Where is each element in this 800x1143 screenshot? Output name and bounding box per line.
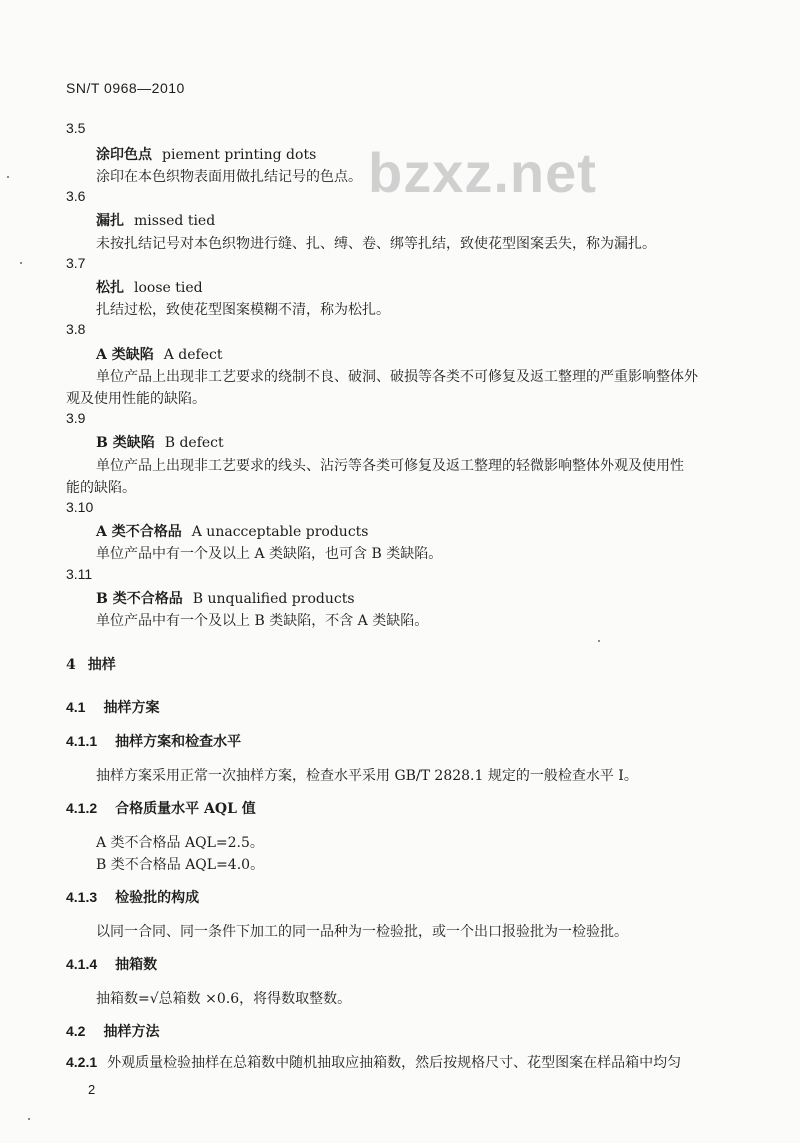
- section-number: 4.1.4: [66, 956, 98, 972]
- term-3-5: [96, 144, 316, 164]
- term-cn: 漏扎: [96, 213, 124, 229]
- definition-3-5: 涂印在本色织物表面用做扎结记号的色点。: [96, 169, 362, 185]
- term-en: loose tied: [134, 280, 203, 296]
- term-cn: 涂印色点: [96, 147, 152, 163]
- section-number: 4.1.2: [66, 800, 98, 816]
- section-title: 合格质量水平 AQL 值: [115, 801, 256, 817]
- definition-3-10: 单位产品中有一个及以上 A 类缺陷，也可含 B 类缺陷。: [96, 546, 443, 562]
- clause-number-3-5: 3.5: [66, 120, 86, 136]
- paragraph-text: 外观质量检验抽样在总箱数中随机抽取应抽箱数，然后按规格尺寸、花型图案在样品箱中均匀: [107, 1055, 682, 1071]
- scan-speck: [598, 640, 600, 642]
- clause-number-3-8: 3.8: [66, 321, 86, 337]
- term-en: B defect: [164, 435, 224, 451]
- term-3-9: [96, 432, 224, 452]
- section-title: 检验批的构成: [115, 890, 200, 906]
- section-number: 4.2: [66, 1023, 86, 1039]
- definition-3-11: 单位产品中有一个及以上 B 类缺陷，不含 A 类缺陷。: [96, 613, 429, 629]
- section-number: 4: [66, 657, 76, 673]
- section-number: 4.1.3: [66, 889, 98, 905]
- page-number: 2: [88, 1082, 96, 1097]
- definition-3-8-line2: 观及使用性能的缺陷。: [66, 391, 206, 407]
- term-3-6: [96, 210, 215, 230]
- clause-number-3-6: 3.6: [66, 188, 86, 204]
- definition-3-9-line2: 能的缺陷。: [66, 480, 136, 496]
- section-title: 抽样: [87, 657, 116, 673]
- clause-number-3-9: 3.9: [66, 410, 86, 426]
- term-en: A defect: [163, 347, 223, 363]
- section-title: 抽样方案和检查水平: [115, 734, 242, 750]
- clause-number-3-7: 3.7: [66, 255, 86, 271]
- term-3-10: [96, 521, 368, 541]
- paragraph-4-1-2-line2: B 类不合格品 AQL=4.0。: [96, 857, 265, 873]
- section-heading-4-1-3: [66, 887, 199, 907]
- section-number: 4.2.1: [66, 1054, 98, 1070]
- paragraph-4-1-1: 抽样方案采用正常一次抽样方案，检查水平采用 GB/T 2828.1 规定的一般检查水平 Ⅰ。: [96, 768, 638, 784]
- term-3-11: [96, 588, 355, 608]
- definition-3-6: 未按扎结记号对本色织物进行缝、扎、缚、卷、绑等扎结，致使花型图案丢失，称为漏扎。: [96, 236, 656, 252]
- term-en: piement printing dots: [162, 147, 317, 163]
- term-cn: B 类不合格品: [96, 591, 183, 607]
- definition-3-9-line1: 单位产品上出现非工艺要求的线头、沾污等各类可修复及返工整理的轻微影响整体外观及使用性: [96, 458, 684, 474]
- section-heading-4-2: [66, 1021, 159, 1041]
- standard-header: SN/T 0968—2010: [66, 80, 185, 96]
- definition-3-7: 扎结过松，致使花型图案模糊不清，称为松扎。: [96, 302, 390, 318]
- formula-4-1-4: 抽箱数=√总箱数 ×0.6，将得数取整数。: [96, 991, 352, 1007]
- clause-number-3-10: 3.10: [66, 499, 94, 515]
- section-number: 4.1.1: [66, 733, 98, 749]
- section-title: 抽箱数: [115, 957, 158, 973]
- section-heading-4-1: [66, 697, 159, 717]
- term-cn: 松扎: [96, 280, 124, 296]
- term-cn: A 类不合格品: [96, 524, 182, 540]
- term-3-7: [96, 277, 203, 297]
- term-3-8: [96, 344, 223, 364]
- scan-speck: [20, 262, 22, 264]
- scan-speck: [7, 176, 9, 178]
- clause-number-3-11: 3.11: [66, 566, 93, 582]
- term-en: missed tied: [134, 213, 216, 229]
- paragraph-4-1-2-line1: A 类不合格品 AQL=2.5。: [96, 835, 264, 851]
- term-cn: A 类缺陷: [96, 347, 154, 363]
- paragraph-4-1-3: 以同一合同、同一条件下加工的同一品种为一检验批，或一个出口报验批为一检验批。: [96, 924, 628, 940]
- term-en: B unqualified products: [192, 591, 355, 607]
- section-title: 抽样方案: [103, 700, 160, 716]
- definition-3-8-line1: 单位产品上出现非工艺要求的绕制不良、破洞、破损等各类不可修复及返工整理的严重影响整体外: [96, 369, 698, 385]
- section-heading-4: [66, 654, 116, 674]
- term-cn: B 类缺陷: [96, 435, 155, 451]
- section-heading-4-1-1: [66, 731, 241, 751]
- paragraph-4-2-1: [66, 1052, 681, 1072]
- section-title: 抽样方法: [103, 1024, 160, 1040]
- term-en: A unacceptable products: [191, 524, 369, 540]
- watermark: bzxz.net: [368, 141, 597, 204]
- section-heading-4-1-4: [66, 954, 157, 974]
- scan-speck: [28, 1118, 30, 1120]
- section-number: 4.1: [66, 699, 86, 715]
- section-heading-4-1-2: [66, 798, 256, 818]
